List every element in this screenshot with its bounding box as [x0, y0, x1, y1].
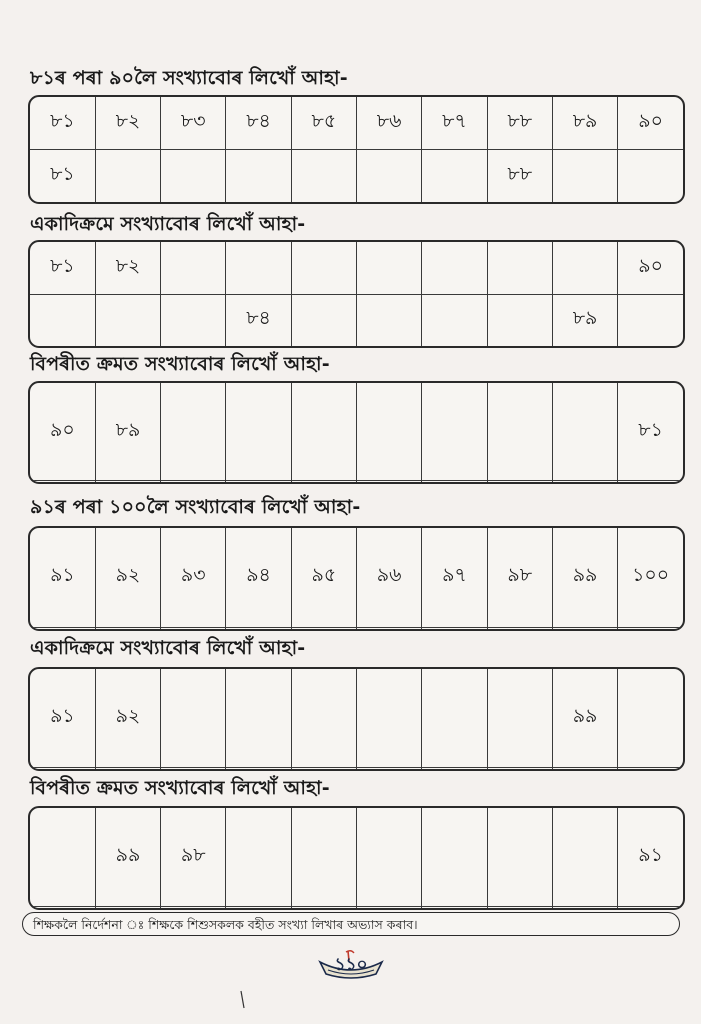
grid-cell: [356, 669, 421, 767]
grid-cell: [291, 242, 356, 294]
grid-cell: [30, 627, 95, 629]
grid-cell: [30, 481, 95, 483]
grid-cell: [487, 669, 552, 767]
grid-cell: [487, 767, 552, 769]
grid-row: [30, 97, 683, 150]
grid-cell: [226, 627, 291, 629]
grid-cell: [422, 627, 487, 629]
grid-cell: ৯৯: [552, 528, 617, 627]
grid-cell: [226, 383, 291, 481]
grid-cell: ৮৯: [552, 294, 617, 346]
grid-table: [30, 242, 683, 346]
grid-cell: ১০০: [618, 528, 683, 627]
grid-cell: ৮২: [95, 97, 160, 150]
grid-cell: [95, 481, 160, 483]
grid-row: [30, 627, 683, 629]
number-grid: [28, 240, 685, 348]
grid-cell: [291, 808, 356, 906]
grid-row: [30, 481, 683, 483]
grid-cell: ৮৩: [161, 97, 226, 150]
grid-cell: [161, 383, 226, 481]
grid-cell: [487, 808, 552, 906]
grid-row: [30, 383, 683, 481]
grid-cell: ৮৪: [226, 294, 291, 346]
grid-cell: [552, 767, 617, 769]
grid-cell: ৮৮: [487, 150, 552, 203]
grid-cell: [95, 150, 160, 203]
page-number: ১১০: [334, 955, 368, 975]
section-heading: একাদিক্ৰমে সংখ্যাবোৰ লিখোঁ আহা-: [30, 213, 306, 235]
grid-row: [30, 528, 683, 627]
grid-cell: [95, 294, 160, 346]
grid-cell: [161, 294, 226, 346]
grid-cell: [226, 767, 291, 769]
grid-cell: [422, 481, 487, 483]
grid-cell: ৯০: [618, 242, 683, 294]
grid-cell: [291, 627, 356, 629]
grid-cell: [422, 242, 487, 294]
grid-cell: [356, 481, 421, 483]
grid-cell: [226, 150, 291, 203]
grid-cell: ৮৯: [95, 383, 160, 481]
grid-cell: ৮১: [30, 242, 95, 294]
grid-cell: ৯১: [618, 808, 683, 906]
grid-cell: [487, 294, 552, 346]
grid-cell: ৯৩: [161, 528, 226, 627]
grid-cell: [30, 906, 95, 908]
grid-cell: ৮৮: [487, 97, 552, 150]
grid-cell: [618, 150, 683, 203]
grid-cell: [291, 669, 356, 767]
grid-cell: ৯৬: [356, 528, 421, 627]
grid-cell: ৯৪: [226, 528, 291, 627]
grid-cell: [487, 383, 552, 481]
grid-cell: [226, 906, 291, 908]
grid-row: [30, 808, 683, 906]
grid-table: [30, 383, 683, 482]
grid-cell: ৯৭: [422, 528, 487, 627]
grid-cell: [226, 669, 291, 767]
grid-cell: [356, 383, 421, 481]
grid-cell: [422, 906, 487, 908]
grid-cell: [552, 627, 617, 629]
grid-cell: [226, 481, 291, 483]
grid-cell: ৮১: [618, 383, 683, 481]
grid-cell: ৯৮: [487, 528, 552, 627]
number-grid: [28, 806, 685, 910]
pen-stroke-mark: [240, 990, 246, 1010]
grid-table: [30, 669, 683, 769]
grid-table: [30, 97, 683, 202]
grid-cell: [161, 906, 226, 908]
grid-cell: [161, 669, 226, 767]
grid-row: [30, 669, 683, 767]
grid-row: [30, 242, 683, 294]
grid-cell: [291, 906, 356, 908]
grid-cell: [487, 906, 552, 908]
grid-cell: [552, 242, 617, 294]
grid-cell: [422, 383, 487, 481]
section-heading: ৮১ৰ পৰা ৯০লৈ সংখ্যাবোৰ লিখোঁ আহা-: [30, 67, 348, 89]
grid-cell: [618, 767, 683, 769]
grid-cell: [291, 294, 356, 346]
grid-cell: [356, 627, 421, 629]
grid-cell: [552, 906, 617, 908]
grid-cell: ৯০: [30, 383, 95, 481]
grid-cell: [356, 294, 421, 346]
grid-cell: [95, 906, 160, 908]
number-grid: [28, 667, 685, 771]
grid-cell: [422, 294, 487, 346]
grid-cell: ৯১: [30, 528, 95, 627]
number-grid: [28, 95, 685, 204]
grid-cell: [552, 808, 617, 906]
grid-cell: [552, 150, 617, 203]
grid-row: [30, 294, 683, 346]
grid-cell: [618, 669, 683, 767]
grid-cell: [30, 767, 95, 769]
grid-cell: [487, 242, 552, 294]
grid-cell: ৯৫: [291, 528, 356, 627]
grid-cell: [422, 808, 487, 906]
grid-cell: [226, 808, 291, 906]
grid-cell: [618, 481, 683, 483]
grid-cell: [30, 808, 95, 906]
grid-cell: [95, 627, 160, 629]
grid-cell: ৯২: [95, 528, 160, 627]
grid-cell: [487, 481, 552, 483]
grid-table: [30, 528, 683, 629]
grid-cell: [552, 481, 617, 483]
grid-cell: ৮৪: [226, 97, 291, 150]
grid-cell: ৮৭: [422, 97, 487, 150]
grid-cell: [161, 150, 226, 203]
section-heading: একাদিক্ৰমে সংখ্যাবোৰ লিখোঁ আহা-: [30, 637, 306, 659]
teacher-instruction-note: শিক্ষকলৈ নিৰ্দেশনা ঃ শিক্ষকে শিশুসকলক বহীত সংখ্যা লিখাৰ অভ্যাস কৰাব।: [22, 912, 680, 936]
grid-cell: [291, 481, 356, 483]
grid-cell: [422, 150, 487, 203]
grid-cell: [30, 294, 95, 346]
grid-cell: ৯৮: [161, 808, 226, 906]
grid-cell: ৮৯: [552, 97, 617, 150]
grid-cell: ৯২: [95, 669, 160, 767]
grid-cell: [356, 767, 421, 769]
grid-cell: [291, 150, 356, 203]
grid-cell: [487, 627, 552, 629]
grid-cell: [618, 294, 683, 346]
grid-cell: [356, 150, 421, 203]
grid-cell: [618, 906, 683, 908]
section-heading: বিপৰীত ক্ৰমত সংখ্যাবোৰ লিখোঁ আহা-: [30, 353, 330, 375]
number-grid: [28, 381, 685, 484]
grid-row: [30, 150, 683, 203]
grid-cell: ৯১: [30, 669, 95, 767]
grid-cell: [161, 627, 226, 629]
grid-cell: [618, 627, 683, 629]
grid-cell: ৯৯: [552, 669, 617, 767]
section-heading: বিপৰীত ক্ৰমত সংখ্যাবোৰ লিখোঁ আহা-: [30, 777, 330, 799]
grid-cell: [161, 481, 226, 483]
grid-cell: [161, 767, 226, 769]
grid-cell: [356, 808, 421, 906]
grid-table: [30, 808, 683, 908]
grid-cell: ৯০: [618, 97, 683, 150]
grid-cell: [422, 669, 487, 767]
grid-cell: ৮১: [30, 97, 95, 150]
grid-row: [30, 767, 683, 769]
grid-cell: [356, 242, 421, 294]
number-grid: [28, 526, 685, 631]
grid-cell: ৮৬: [356, 97, 421, 150]
grid-cell: ৮১: [30, 150, 95, 203]
grid-cell: [291, 767, 356, 769]
grid-cell: [552, 383, 617, 481]
grid-cell: ৮৫: [291, 97, 356, 150]
grid-cell: [161, 242, 226, 294]
grid-cell: [95, 767, 160, 769]
grid-cell: [356, 906, 421, 908]
grid-cell: [291, 383, 356, 481]
grid-cell: ৯৯: [95, 808, 160, 906]
grid-cell: [226, 242, 291, 294]
grid-cell: [422, 767, 487, 769]
section-heading: ৯১ৰ পৰা ১০০লৈ সংখ্যাবোৰ লিখোঁ আহা-: [30, 496, 361, 518]
grid-cell: ৮২: [95, 242, 160, 294]
grid-row: [30, 906, 683, 908]
